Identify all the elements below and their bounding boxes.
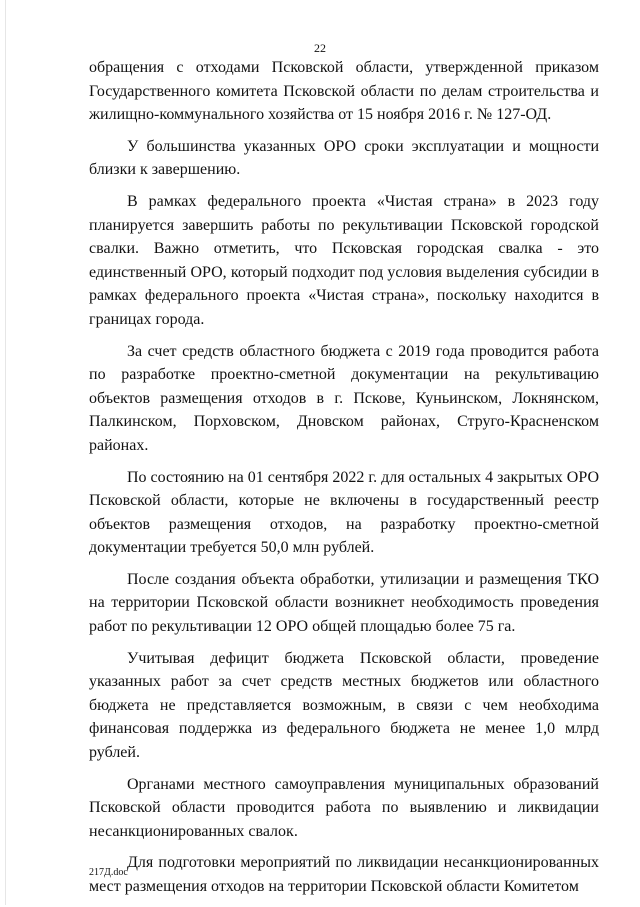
paragraph-5: По состоянию на 01 сентября 2022 г. для остальных 4 закрытых ОРО Псковской области, которые не включены в государственный реестр объектов размещения отходов, на разработку проектно-сметной документации требуется 50,0 млн рублей. bbox=[89, 468, 599, 557]
page-margin-line bbox=[5, 0, 6, 905]
page-number: 22 bbox=[314, 41, 326, 55]
paragraph-1: обращения с отходами Псковской области, утвержденной приказом Государственного комитета Псковской области по делам строительства и жилищно-коммунального хозяйства от 15 ноября 2016 г. № 127-ОД. bbox=[89, 59, 599, 124]
paragraph-4: За счет средств областного бюджета с 2019 года проводится работа по разработке проектно-сметной документации на рекультивацию объектов размещения отходов в г. Пскове, Куньинском, Локнянском, Палкинском, Порховском, Дновском районах, Струго-Красненском районах. bbox=[89, 342, 599, 454]
paragraph-6: После создания объекта обработки, утилизации и размещения ТКО на территории Псковской области возникнет необходимость проведения работ по рекультивации 12 ОРО общей площадью более 75 га. bbox=[89, 570, 599, 636]
paragraph-3: В рамках федерального проекта «Чистая страна» в 2023 году планируется завершить работы по рекультивации Псковской городской свалки. Важно отметить, что Псковская городская свалка - это единственный ОРО, который подходит под условия выделения субсидии в рамках федерального проекта «Чистая страна», поскольку находится в границах города. bbox=[89, 192, 599, 328]
footer-filename: 217Д.doc bbox=[89, 867, 128, 878]
paragraph-2: У большинства указанных ОРО сроки эксплуатации и мощности близки к завершению. bbox=[89, 137, 599, 179]
paragraph-9: Для подготовки мероприятий по ликвидации несанкционированных мест размещения отходов на территории Псковской области Комитетом bbox=[89, 854, 599, 895]
paragraph-7: Учитывая дефицит бюджета Псковской области, проведение указанных работ за счет средств местных бюджетов или областного бюджета не представляется возможным, в связи с чем необходима финансовая поддержка из федерального бюджета не менее 1,0 млрд рублей. bbox=[89, 649, 599, 762]
document-body bbox=[89, 56, 599, 907]
paragraph-8: Органами местного самоуправления муниципальных образований Псковской области проводится работа по выявлению и ликвидации несанкционированных свалок. bbox=[89, 775, 599, 840]
